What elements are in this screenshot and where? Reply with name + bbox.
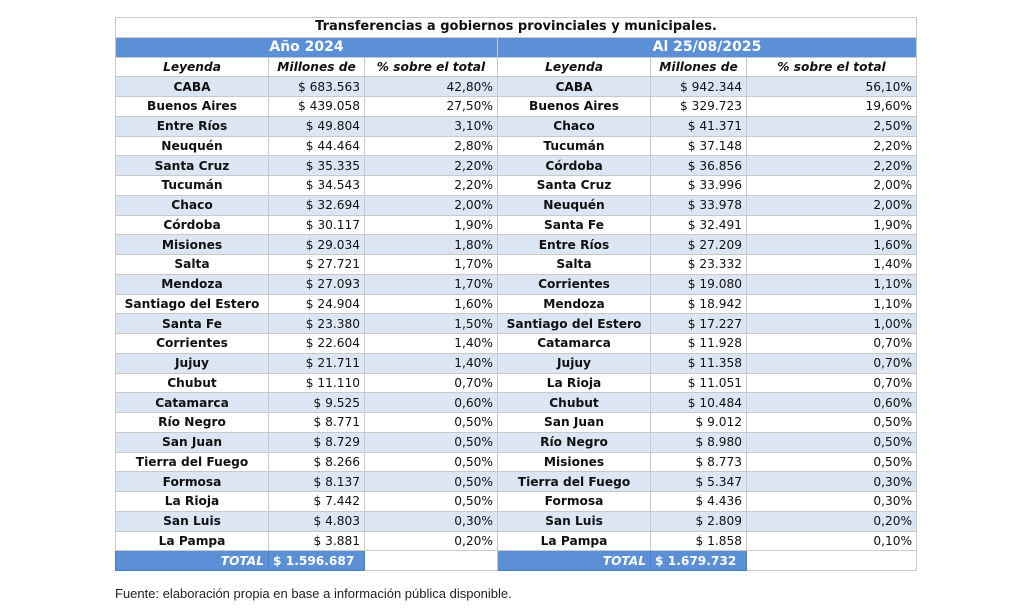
table-row (116, 255, 917, 275)
amount-2025: $ 10.484 (651, 393, 747, 413)
percent-2025: 2,20% (747, 156, 917, 176)
percent-2025: 0,50% (747, 432, 917, 452)
total-label-2025: TOTAL (498, 551, 651, 571)
table-row (116, 353, 917, 373)
province-2024: San Juan (116, 432, 269, 452)
table-row (116, 314, 917, 334)
table-row (116, 413, 917, 433)
amount-2025: $ 32.491 (651, 215, 747, 235)
province-2024: Catamarca (116, 393, 269, 413)
percent-2025: 0,70% (747, 334, 917, 354)
amount-2024: $ 29.034 (269, 235, 365, 255)
percent-2025: 0,70% (747, 353, 917, 373)
table-row (116, 511, 917, 531)
amount-2025: $ 36.856 (651, 156, 747, 176)
amount-2025: $ 8.980 (651, 432, 747, 452)
table-row (116, 235, 917, 255)
amount-2024: $ 7.442 (269, 492, 365, 512)
amount-2025: $ 1.858 (651, 531, 747, 551)
amount-2024: $ 24.904 (269, 294, 365, 314)
province-2025: San Luis (498, 511, 651, 531)
province-2025: Córdoba (498, 156, 651, 176)
province-2025: Corrientes (498, 274, 651, 294)
province-2025: Salta (498, 255, 651, 275)
section-heading-2025: Al 25/08/2025 (498, 37, 917, 57)
percent-2024: 0,30% (365, 511, 498, 531)
amount-2024: $ 44.464 (269, 136, 365, 156)
amount-2025: $ 19.080 (651, 274, 747, 294)
section-heading-2024: Año 2024 (116, 37, 498, 57)
amount-2024: $ 30.117 (269, 215, 365, 235)
percent-2025: 0,30% (747, 472, 917, 492)
province-2024: Santa Cruz (116, 156, 269, 176)
percent-2024: 0,70% (365, 373, 498, 393)
percent-2025: 0,50% (747, 452, 917, 472)
amount-2025: $ 33.996 (651, 176, 747, 196)
amount-2024: $ 34.543 (269, 176, 365, 196)
percent-2025: 1,60% (747, 235, 917, 255)
total-empty-2024 (365, 551, 498, 571)
total-row (116, 551, 917, 571)
percent-2024: 1,50% (365, 314, 498, 334)
percent-2024: 2,00% (365, 195, 498, 215)
transfers-table-container (115, 17, 916, 571)
percent-2025: 2,00% (747, 176, 917, 196)
percent-2025: 0,60% (747, 393, 917, 413)
amount-2024: $ 27.093 (269, 274, 365, 294)
province-2025: Entre Ríos (498, 235, 651, 255)
amount-2025: $ 4.436 (651, 492, 747, 512)
province-2025: Tierra del Fuego (498, 472, 651, 492)
province-2024: San Luis (116, 511, 269, 531)
province-2025: Santiago del Estero (498, 314, 651, 334)
amount-2024: $ 8.266 (269, 452, 365, 472)
percent-2024: 0,50% (365, 472, 498, 492)
province-2025: Chubut (498, 393, 651, 413)
percent-2024: 1,60% (365, 294, 498, 314)
percent-2024: 0,50% (365, 413, 498, 433)
amount-2024: $ 22.604 (269, 334, 365, 354)
amount-2024: $ 11.110 (269, 373, 365, 393)
percent-2025: 0,30% (747, 492, 917, 512)
col-header-leyenda-2024: Leyenda (116, 57, 269, 77)
amount-2024: $ 9.525 (269, 393, 365, 413)
percent-2025: 2,50% (747, 116, 917, 136)
percent-2025: 2,20% (747, 136, 917, 156)
table-row (116, 97, 917, 117)
amount-2025: $ 5.347 (651, 472, 747, 492)
amount-2025: $ 18.942 (651, 294, 747, 314)
amount-2025: $ 11.051 (651, 373, 747, 393)
percent-2024: 1,40% (365, 353, 498, 373)
province-2025: Formosa (498, 492, 651, 512)
percent-2025: 0,50% (747, 413, 917, 433)
percent-2024: 0,20% (365, 531, 498, 551)
amount-2024: $ 8.729 (269, 432, 365, 452)
percent-2024: 42,80% (365, 77, 498, 97)
province-2025: Chaco (498, 116, 651, 136)
amount-2025: $ 2.809 (651, 511, 747, 531)
percent-2024: 2,20% (365, 176, 498, 196)
province-2025: Buenos Aires (498, 97, 651, 117)
province-2025: La Rioja (498, 373, 651, 393)
percent-2025: 1,00% (747, 314, 917, 334)
col-header-millones-2024: Millones de (269, 57, 365, 77)
province-2024: CABA (116, 77, 269, 97)
col-header-leyenda-2025: Leyenda (498, 57, 651, 77)
table-row (116, 77, 917, 97)
amount-2025: $ 8.773 (651, 452, 747, 472)
table-row (116, 195, 917, 215)
table-row (116, 136, 917, 156)
amount-2025: $ 11.358 (651, 353, 747, 373)
percent-2024: 3,10% (365, 116, 498, 136)
province-2025: Misiones (498, 452, 651, 472)
province-2024: Misiones (116, 235, 269, 255)
province-2024: Chubut (116, 373, 269, 393)
amount-2025: $ 9.012 (651, 413, 747, 433)
province-2025: San Juan (498, 413, 651, 433)
province-2025: Río Negro (498, 432, 651, 452)
province-2024: Jujuy (116, 353, 269, 373)
province-2024: Formosa (116, 472, 269, 492)
amount-2024: $ 32.694 (269, 195, 365, 215)
province-2024: Mendoza (116, 274, 269, 294)
amount-2024: $ 49.804 (269, 116, 365, 136)
table-row (116, 531, 917, 551)
province-2024: Salta (116, 255, 269, 275)
province-2024: Santiago del Estero (116, 294, 269, 314)
province-2025: Santa Fe (498, 215, 651, 235)
amount-2025: $ 942.344 (651, 77, 747, 97)
province-2024: La Rioja (116, 492, 269, 512)
percent-2025: 2,00% (747, 195, 917, 215)
percent-2024: 1,40% (365, 334, 498, 354)
amount-2024: $ 683.563 (269, 77, 365, 97)
amount-2025: $ 37.148 (651, 136, 747, 156)
province-2025: Neuquén (498, 195, 651, 215)
percent-2024: 2,80% (365, 136, 498, 156)
percent-2024: 1,90% (365, 215, 498, 235)
table-row (116, 116, 917, 136)
percent-2024: 2,20% (365, 156, 498, 176)
percent-2025: 19,60% (747, 97, 917, 117)
table-row (116, 156, 917, 176)
province-2024: Chaco (116, 195, 269, 215)
province-2025: Catamarca (498, 334, 651, 354)
percent-2025: 1,10% (747, 294, 917, 314)
province-2025: Tucumán (498, 136, 651, 156)
percent-2025: 0,70% (747, 373, 917, 393)
table-row (116, 393, 917, 413)
percent-2024: 0,50% (365, 492, 498, 512)
percent-2024: 1,70% (365, 274, 498, 294)
total-label-2024: TOTAL (116, 551, 269, 571)
amount-2024: $ 27.721 (269, 255, 365, 275)
amount-2024: $ 3.881 (269, 531, 365, 551)
col-header-millones-2025: Millones de (651, 57, 747, 77)
amount-2025: $ 23.332 (651, 255, 747, 275)
province-2024: Santa Fe (116, 314, 269, 334)
amount-2025: $ 41.371 (651, 116, 747, 136)
amount-2025: $ 329.723 (651, 97, 747, 117)
table-row (116, 432, 917, 452)
table-row (116, 274, 917, 294)
percent-2024: 27,50% (365, 97, 498, 117)
province-2024: La Pampa (116, 531, 269, 551)
table-title-row (116, 18, 917, 38)
province-2025: CABA (498, 77, 651, 97)
province-2024: Buenos Aires (116, 97, 269, 117)
percent-2025: 1,40% (747, 255, 917, 275)
amount-2024: $ 8.137 (269, 472, 365, 492)
percent-2024: 0,60% (365, 393, 498, 413)
section-header-row (116, 37, 917, 57)
province-2024: Río Negro (116, 413, 269, 433)
table-row (116, 334, 917, 354)
table-row (116, 215, 917, 235)
table-row (116, 373, 917, 393)
amount-2024: $ 8.771 (269, 413, 365, 433)
transfers-table (115, 17, 917, 571)
percent-2025: 56,10% (747, 77, 917, 97)
province-2024: Tucumán (116, 176, 269, 196)
table-row (116, 492, 917, 512)
percent-2025: 0,20% (747, 511, 917, 531)
percent-2024: 0,50% (365, 452, 498, 472)
col-header-pct-2025: % sobre el total (747, 57, 917, 77)
percent-2025: 1,10% (747, 274, 917, 294)
percent-2024: 1,70% (365, 255, 498, 275)
amount-2024: $ 4.803 (269, 511, 365, 531)
amount-2024: $ 439.058 (269, 97, 365, 117)
province-2024: Córdoba (116, 215, 269, 235)
table-row (116, 452, 917, 472)
province-2025: Mendoza (498, 294, 651, 314)
percent-2025: 1,90% (747, 215, 917, 235)
table-title: Transferencias a gobiernos provinciales y municipales. (116, 18, 917, 38)
amount-2024: $ 21.711 (269, 353, 365, 373)
province-2024: Tierra del Fuego (116, 452, 269, 472)
province-2025: Jujuy (498, 353, 651, 373)
total-empty-2025 (747, 551, 917, 571)
table-row (116, 294, 917, 314)
province-2024: Corrientes (116, 334, 269, 354)
total-value-2025: $ 1.679.732 (651, 551, 747, 571)
province-2024: Entre Ríos (116, 116, 269, 136)
amount-2025: $ 17.227 (651, 314, 747, 334)
column-header-row (116, 57, 917, 77)
amount-2024: $ 35.335 (269, 156, 365, 176)
amount-2025: $ 27.209 (651, 235, 747, 255)
total-value-2024: $ 1.596.687 (269, 551, 365, 571)
province-2025: La Pampa (498, 531, 651, 551)
source-note: Fuente: elaboración propia en base a información pública disponible. (115, 586, 512, 601)
percent-2024: 0,50% (365, 432, 498, 452)
province-2024: Neuquén (116, 136, 269, 156)
province-2025: Santa Cruz (498, 176, 651, 196)
table-row (116, 176, 917, 196)
amount-2025: $ 33.978 (651, 195, 747, 215)
col-header-pct-2024: % sobre el total (365, 57, 498, 77)
percent-2024: 1,80% (365, 235, 498, 255)
table-row (116, 472, 917, 492)
amount-2024: $ 23.380 (269, 314, 365, 334)
percent-2025: 0,10% (747, 531, 917, 551)
amount-2025: $ 11.928 (651, 334, 747, 354)
